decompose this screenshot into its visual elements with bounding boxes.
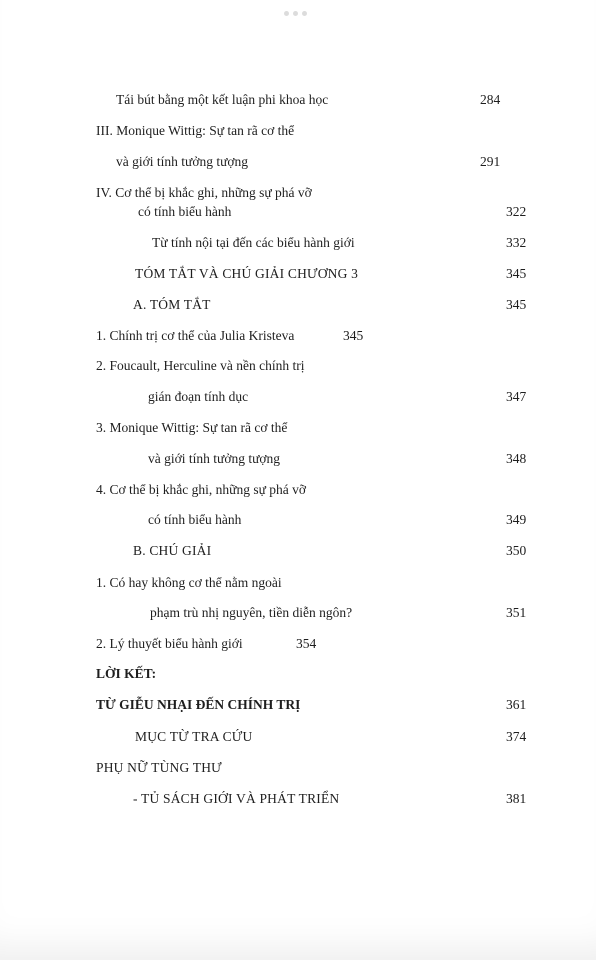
toc-entry-title: 2. Foucault, Herculine và nền chính trị: [96, 358, 305, 373]
toc-entry-page: 351: [506, 605, 527, 620]
toc-entry-page: 348: [506, 451, 527, 466]
more-options-icon[interactable]: [284, 11, 307, 16]
toc-entry-title: TÓM TẮT VÀ CHÚ GIẢI CHƯƠNG 3: [135, 266, 359, 281]
toc-entry-title: Từ tính nội tại đến các biểu hành giới: [152, 235, 355, 250]
toc-entry-title: phạm trù nhị nguyên, tiền diễn ngôn?: [150, 605, 353, 620]
toc-entry-title: và giới tính tưởng tượng: [148, 451, 281, 466]
toc-entry-title: 2. Lý thuyết biểu hành giới: [96, 636, 243, 651]
section-heading: LỜI KẾT:: [96, 666, 157, 681]
toc-entry-page: 361: [506, 697, 527, 712]
toc-entry-page: 347: [506, 389, 527, 404]
toc-entry-title: B. CHÚ GIẢI: [133, 543, 212, 558]
toc-entry-title: 3. Monique Wittig: Sự tan rã cơ thể: [96, 420, 288, 435]
toc-entry-title: gián đoạn tính dục: [148, 389, 249, 404]
toc-entry-title: PHỤ NỮ TÙNG THƯ: [96, 760, 222, 775]
toc-entry-title: Tái bút bằng một kết luận phi khoa học: [116, 92, 329, 107]
toc-entry-title: 4. Cơ thể bị khắc ghi, những sự phá vỡ: [96, 482, 307, 497]
toc-entry-title: III. Monique Wittig: Sự tan rã cơ thể: [96, 123, 295, 138]
toc-entry-title: có tính biểu hành: [148, 512, 242, 527]
section-heading: TỪ GIỄU NHẠI ĐẾN CHÍNH TRỊ: [96, 697, 301, 712]
toc-entry-title: có tính biểu hành: [138, 204, 232, 219]
toc-entry-title: 1. Có hay không cơ thể nằm ngoài: [96, 575, 282, 590]
toc-entry-page: 350: [506, 543, 527, 558]
toc-entry-page: 345: [506, 297, 527, 312]
toc-entry-title: IV. Cơ thể bị khắc ghi, những sự phá vỡ: [96, 185, 312, 200]
dot: [302, 11, 307, 16]
toc-entry-title: 1. Chính trị cơ thể của Julia Kristeva: [96, 328, 295, 343]
toc-entry-page: 381: [506, 791, 527, 806]
toc-entry-page: 354: [296, 636, 317, 651]
toc-entry-title: - TỦ SÁCH GIỚI VÀ PHÁT TRIỂN: [133, 791, 340, 806]
dot: [293, 11, 298, 16]
toc-entry-title: MỤC TỪ TRA CỨU: [135, 729, 253, 744]
toc-entry-page: 349: [506, 512, 527, 527]
toc-entry-page: 345: [506, 266, 527, 281]
toc-entry-page: 332: [506, 235, 527, 250]
toc-entry-page: 345: [343, 328, 364, 343]
toc-entry-page: 291: [480, 154, 501, 169]
toc-entry-page: 284: [480, 92, 501, 107]
toc-entry-title: và giới tính tưởng tượng: [116, 154, 249, 169]
dot: [284, 11, 289, 16]
toc-entry-title: A. TÓM TẮT: [133, 297, 211, 312]
toc-entry-page: 322: [506, 204, 527, 219]
toc-entry-page: 374: [506, 729, 527, 744]
